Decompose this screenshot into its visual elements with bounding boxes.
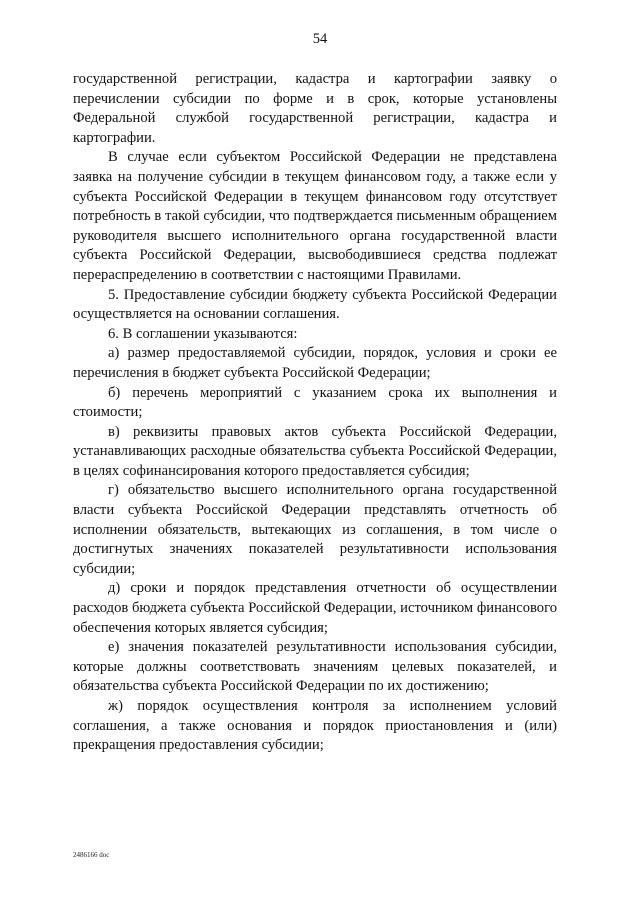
paragraph-item-5: 5. Предоставление субсидии бюджету субъекта Российской Федерации осуществляется на основании соглашения.: [73, 286, 557, 323]
paragraph-subitem-b: б) перечень мероприятий с указанием срока их выполнения и стоимости;: [73, 384, 557, 421]
document-body: [73, 70, 557, 756]
document-footer-code: 2486166 doc: [73, 851, 110, 859]
paragraph-continuation: государственной регистрации, кадастра и картографии заявку о перечислении субсидии по форме и в срок, которые установлены Федеральной службой государственной регистрации, кадастра и картографии.: [73, 71, 557, 146]
paragraph-subitem-zh: ж) порядок осуществления контроля за исполнением условий соглашения, а также основания и порядок приостановления и (или) прекращения предоставления субсидии;: [73, 698, 557, 754]
paragraph-subitem-g: г) обязательство высшего исполнительного органа государственной власти субъекта Российской Федерации представлять отчетность об исполнении обязательств, вытекающих из соглашения, в том числе о достигнутых значениях показателей результативности использования субсидии;: [73, 482, 557, 577]
page-number: 54: [312, 31, 328, 47]
paragraph-subitem-v: в) реквизиты правовых актов субъекта Российской Федерации, устанавливающих расходные обязательства субъекта Российской Федерации, в целях софинансирования которого предоставляется субсидия;: [73, 423, 557, 479]
paragraph-subitem-e: е) значения показателей результативности использования субсидии, которые должны соответствовать значениям целевых показателей, и обязательства субъекта Российской Федерации по их достижению;: [73, 639, 557, 695]
paragraph-subitem-d: д) сроки и порядок представления отчетности об осуществлении расходов бюджета субъекта Российской Федерации, источником финансового обеспечения которых является субсидия;: [73, 580, 557, 636]
paragraph-item-6: 6. В соглашении указываются:: [108, 325, 298, 342]
paragraph-subitem-a: а) размер предоставляемой субсидии, порядок, условия и сроки ее перечисления в бюджет субъекта Российской Федерации;: [73, 345, 557, 381]
paragraph-reallocation: В случае если субъектом Российской Федерации не представлена заявка на получение субсидии в текущем финансовом году, а также если у субъекта Российской Федерации в текущем финансовом году отсутствует потребность в такой субсидии, что подтверждается письменным обращением руководителя высшего исполнительного органа государственной власти субъекта Российской Федерации, высвободившиеся средства подлежат перераспределению в соответствии с настоящими Правилами.: [73, 149, 557, 283]
